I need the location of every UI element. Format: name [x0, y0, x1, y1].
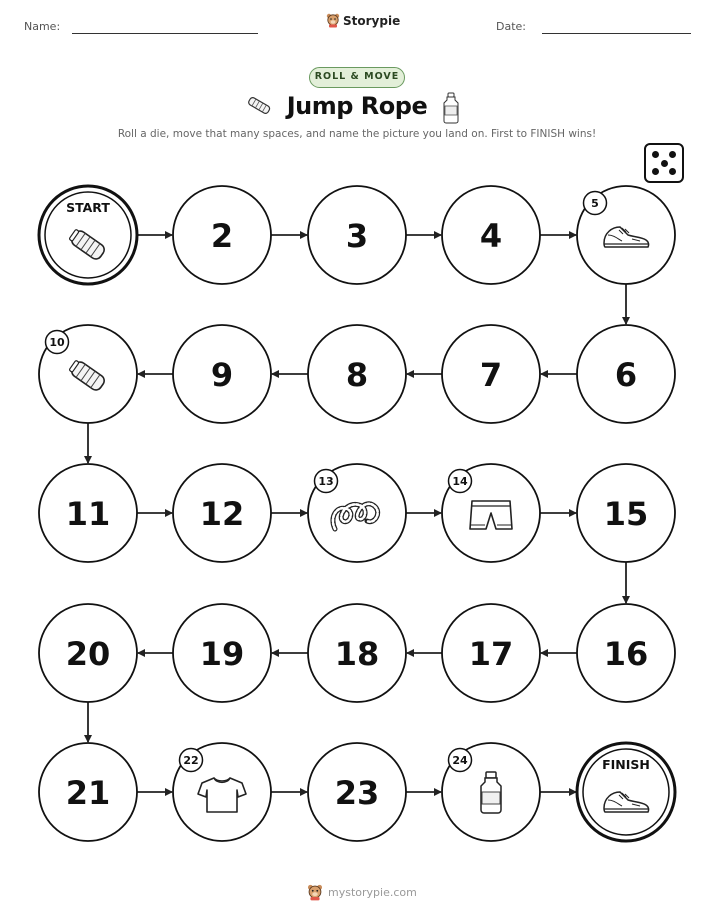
board-space [173, 464, 271, 562]
board-space [173, 325, 271, 423]
board-space [39, 464, 137, 562]
space-number-badge: 13 [318, 475, 334, 488]
space-number: 23 [334, 774, 380, 812]
bear-mascot-icon [307, 884, 323, 901]
board-space [173, 743, 271, 841]
instructions: Roll a die, move that many spaces, and name the picture you land on. First to FINISH wins! [117, 128, 597, 140]
space-number-badge: 14 [452, 475, 468, 488]
board-space [577, 464, 675, 562]
board-space [442, 604, 540, 702]
space-number: 21 [65, 774, 111, 812]
name-label: Name: [24, 20, 61, 33]
board-space [442, 464, 540, 562]
space-number-badge: 24 [452, 754, 468, 767]
board-space [308, 604, 406, 702]
space-number: 3 [345, 217, 369, 255]
board-space [308, 743, 406, 841]
space-number: 9 [210, 356, 234, 394]
board-space [577, 604, 675, 702]
board-space [308, 186, 406, 284]
page-title: Jump Rope [286, 92, 428, 120]
brand-name: Storypie [343, 13, 401, 28]
space-number-badge: 10 [49, 336, 65, 349]
finish-space [577, 743, 675, 841]
start-space [39, 186, 137, 284]
space-number: 20 [65, 635, 111, 673]
space-number: 7 [479, 356, 503, 394]
space-number: 17 [468, 635, 514, 673]
space-number: 6 [614, 356, 638, 394]
footer [307, 884, 417, 901]
board-space [442, 743, 540, 841]
footer-url: mystorypie.com [328, 886, 417, 899]
board-space [308, 325, 406, 423]
board-space [39, 604, 137, 702]
board-space [577, 325, 675, 423]
space-number: 8 [345, 356, 369, 394]
space-number: 19 [199, 635, 245, 673]
board-space [39, 325, 137, 423]
space-label: START [66, 200, 110, 215]
space-number: 15 [603, 495, 649, 533]
space-number-badge: 22 [183, 754, 199, 767]
board-space [173, 186, 271, 284]
board-space [442, 186, 540, 284]
space-number: 16 [603, 635, 649, 673]
space-number-badge: 5 [591, 197, 599, 210]
space-number: 11 [65, 495, 111, 533]
board-space [577, 186, 675, 284]
space-number: 4 [479, 217, 503, 255]
date-label: Date: [496, 20, 526, 33]
game-type-badge: ROLL & MOVE [309, 67, 405, 88]
board-space [173, 604, 271, 702]
board-space [308, 464, 406, 562]
board-space [39, 743, 137, 841]
space-number: 2 [210, 217, 234, 255]
space-number: 18 [334, 635, 380, 673]
space-label: FINISH [602, 757, 650, 772]
space-number: 12 [199, 495, 245, 533]
board-space [442, 325, 540, 423]
